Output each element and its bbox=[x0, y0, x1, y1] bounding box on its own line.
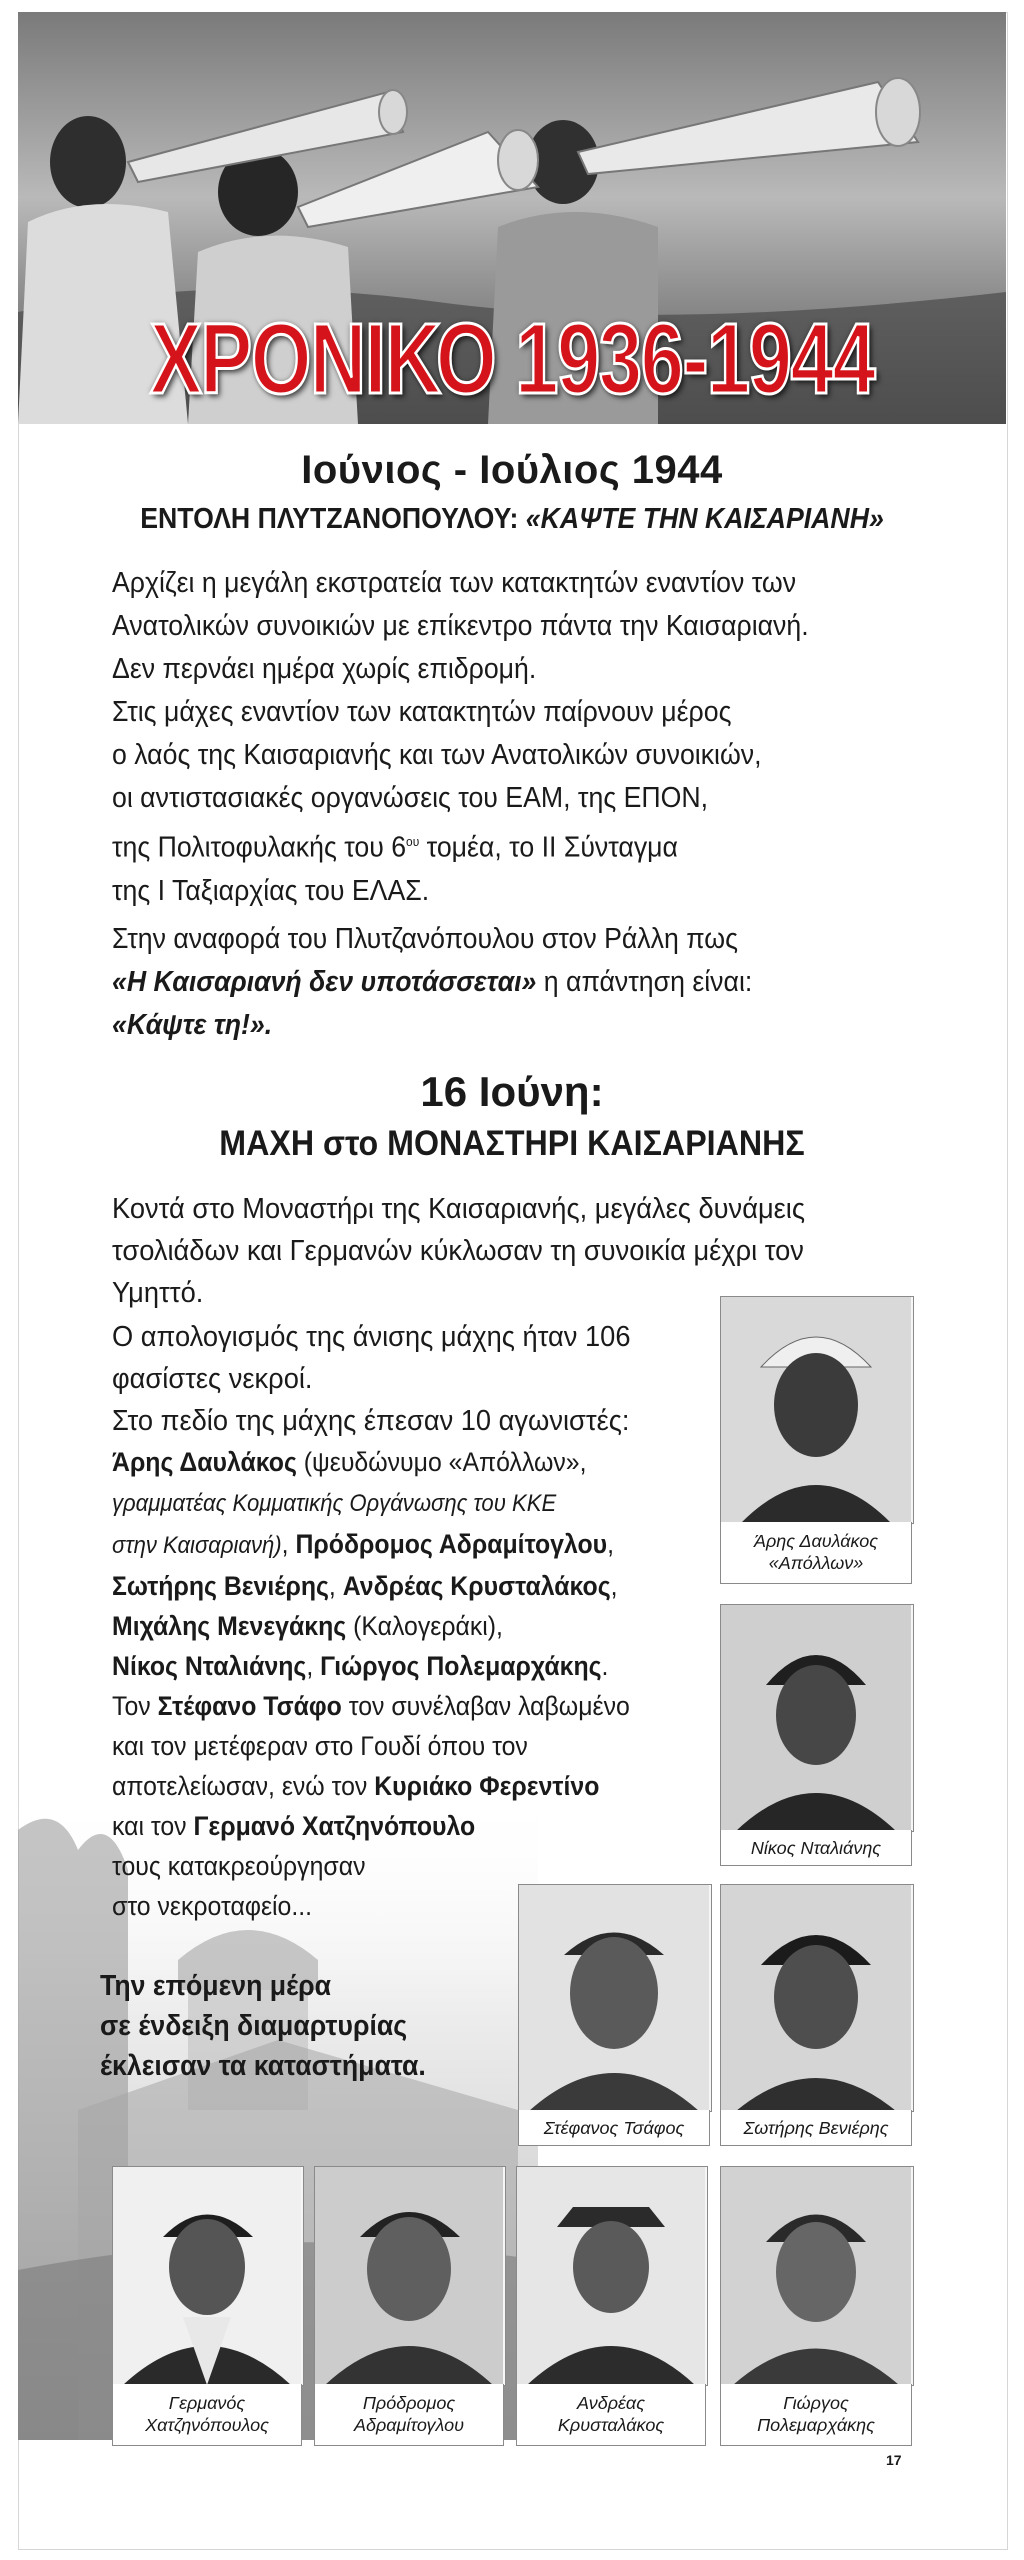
order-subheading bbox=[58, 503, 967, 536]
intro-line: οι αντιστασιακές οργανώσεις του ΕΑΜ, της ΕΠΟΝ, bbox=[112, 782, 709, 814]
portrait-germanos-chatzinopoulos bbox=[112, 2166, 302, 2446]
portrait-caption: Σωτήρης Βενιέρης bbox=[720, 2110, 912, 2146]
intro-line: της Πολιτοφυλακής του $6^{o\upsilon}$ τομέα, το ΙΙ Σύνταγμα bbox=[112, 831, 678, 864]
battle-title: ΜΑΧΗ στο ΜΟΝΑΣΤΗΡΙ ΚΑΙΣΑΡΙΑΝΗΣ bbox=[219, 1124, 805, 1163]
portrait-caption: Στέφανος Τσάφος bbox=[518, 2110, 710, 2146]
battle-date: 16 Ιούνη: bbox=[420, 1068, 604, 1115]
portrait-photo bbox=[720, 1296, 914, 1524]
header-banner bbox=[18, 12, 1006, 424]
protest-note: Την επόμενη μέρα σε ένδειξη διαμαρτυρίας έκλεισαν τα καταστήματα. bbox=[100, 1970, 426, 2082]
order-quote: «ΚΑΨΤΕ ΤΗΝ ΚΑΙΣΑΡΙΑΝΗ» bbox=[525, 503, 884, 535]
portrait-sotiris-venieris bbox=[720, 1884, 912, 2146]
intro-line: Στις μάχες εναντίον των κατακτητών παίρνουν μέρος bbox=[112, 696, 732, 728]
portrait-aris-davlakos bbox=[720, 1296, 912, 1584]
portrait-stefanos-tsafos bbox=[518, 1884, 710, 2146]
banner-title: ΧΡΟΝΙΚΟ 1936-1944 bbox=[149, 303, 875, 415]
portrait-caption: Πρόδρομος Αδραμίτογλου bbox=[314, 2384, 504, 2446]
portrait-giorgos-polemarchakis bbox=[720, 2166, 912, 2446]
battle-paragraph-1: Κοντά στο Μοναστήρι της Καισαριανής, μεγάλες δυνάμεις τσολιάδων και Γερμανών κύκλωσαν τη συνοικία μέχρι τον Υμηττό. bbox=[112, 1193, 806, 1309]
reply-quote: «Η Καισαριανή δεν υποτάσσεται» bbox=[112, 966, 537, 998]
portrait-andreas-krystalakos bbox=[516, 2166, 706, 2446]
portrait-nikos-ntalianis bbox=[720, 1604, 912, 1866]
fallen-names-paragraph: Άρης Δαυλάκος (ψευδώνυμο «Απόλλων», γραμματέας Κομματικής Οργάνωσης του ΚΚΕ στην Καισαριανή), Πρόδρομος Αδραμίτογλου, Σωτήρης Βενιέρης, Ανδρέας Κρυσταλάκος, Μιχάλης Μενεγάκης (Καλογεράκι), Νίκος Νταλιάνης, Γιώργος Πολεμαρχάκης. Τον Στέφανο Τσάφο τον συνέλαβαν λαβωμένο και τον μετέφεραν στο Γουδί όπου τον αποτελείωσαν, ενώ τον Κυριάκο Φερεντίνο και τον Γερμανό Χατζηνόπουλο τους κατακρεούργησαν στο νεκροταφείο... bbox=[112, 1447, 630, 1921]
portrait-caption: Γερμανός Χατζηνόπουλος bbox=[112, 2384, 302, 2446]
battle-paragraph-2: Ο απολογισμός της άνισης μάχης ήταν 106 φασίστες νεκροί. Στο πεδίο της μάχης έπεσαν 10 αγωνιστές: bbox=[112, 1321, 631, 1437]
intro-line: της Ι Ταξιαρχίας του ΕΛΑΣ. bbox=[112, 874, 430, 907]
intro-line: Δεν περνάει ημέρα χωρίς επιδρομή. bbox=[112, 653, 537, 685]
portrait-prodromos-adramitoglou bbox=[314, 2166, 504, 2446]
portrait-caption: Νίκος Νταλιάνης bbox=[720, 1830, 912, 1866]
period-heading: Ιούνιος - Ιούλιος 1944 bbox=[301, 448, 723, 492]
intro-paragraph bbox=[112, 562, 876, 913]
order-prefix: ΕΝΤΟΛΗ ΠΛΥΤΖΑΝΟΠΟΥΛΟΥ: bbox=[140, 503, 519, 535]
page-number: 17 bbox=[886, 2452, 902, 2468]
intro-line: Ανατολικών συνοικιών με επίκεντρο πάντα την Καισαριανή. bbox=[112, 610, 809, 642]
intro-line: ο λαός της Καισαριανής και των Ανατολικών συνοικιών, bbox=[112, 739, 762, 771]
portrait-caption: Γιώργος Πολεμαρχάκης bbox=[720, 2384, 912, 2446]
portrait-caption: Άρης Δαυλάκος «Απόλλων» bbox=[720, 1522, 912, 1584]
intro-line: Αρχίζει η μεγάλη εκστρατεία των κατακτητών εναντίον των bbox=[112, 567, 797, 599]
reply-paragraph: Στην αναφορά του Πλυτζανόπουλου στον Ράλλη πως «Η Καισαριανή δεν υποτάσσεται» η απάντηση είναι: «Κάψτε τη!». bbox=[112, 918, 876, 1047]
reply-answer: «Κάψτε τη!». bbox=[112, 1009, 273, 1041]
portrait-caption: Ανδρέας Κρυσταλάκος bbox=[516, 2384, 706, 2446]
